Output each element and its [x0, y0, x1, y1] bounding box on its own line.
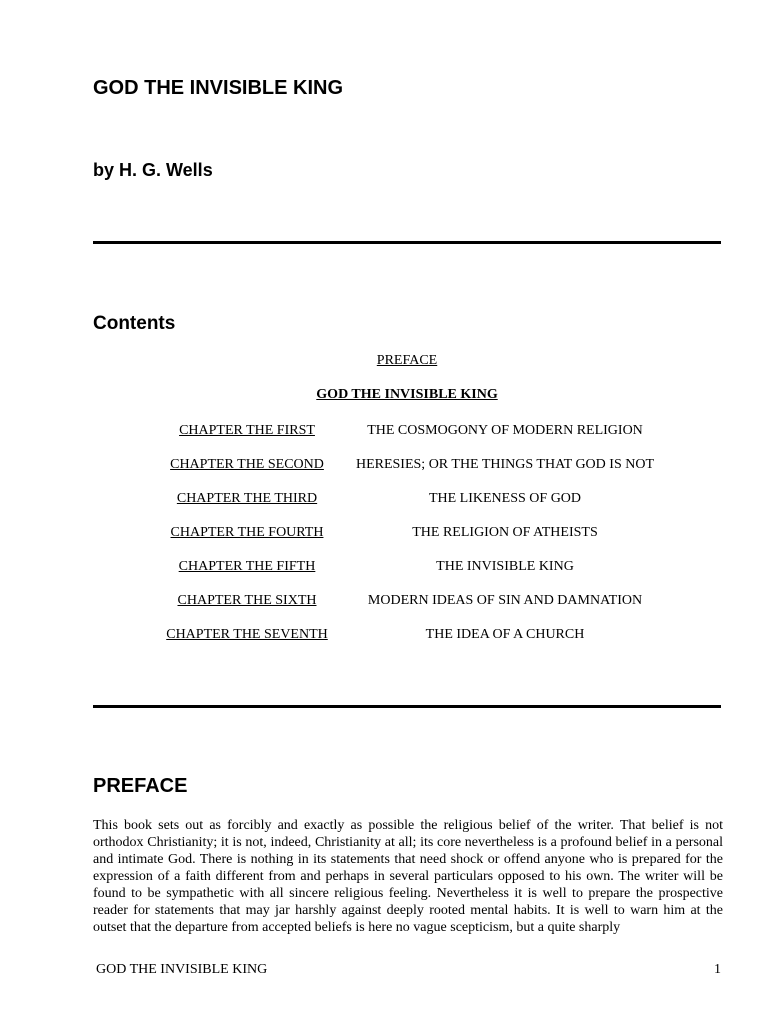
toc-chapter-subject: THE INVISIBLE KING — [436, 559, 574, 574]
divider-bottom — [93, 705, 721, 708]
toc-chapter-subject: HERESIES; OR THE THINGS THAT GOD IS NOT — [355, 457, 655, 472]
toc-chapter-link[interactable]: CHAPTER THE SEVENTH — [166, 627, 328, 642]
contents-heading: Contents — [93, 313, 176, 334]
toc-chapter-subject: THE RELIGION OF ATHEISTS — [412, 525, 598, 540]
toc-chapter-subject: THE COSMOGONY OF MODERN RELIGION — [367, 423, 643, 438]
toc-chapter-link[interactable]: CHAPTER THE SECOND — [170, 457, 324, 472]
toc-preface-link[interactable]: PREFACE — [376, 353, 438, 368]
toc-part-entry — [93, 387, 721, 403]
toc-chapter-link[interactable]: CHAPTER THE FIFTH — [178, 559, 316, 574]
toc-chapter-link[interactable]: CHAPTER THE FIRST — [179, 423, 315, 438]
book-title: GOD THE INVISIBLE KING — [93, 77, 344, 99]
toc-row — [93, 525, 721, 545]
toc-chapter-link[interactable]: CHAPTER THE FOURTH — [170, 525, 324, 540]
preface-heading: PREFACE — [93, 775, 188, 797]
toc-chapter-subject: MODERN IDEAS OF SIN AND DAMNATION — [367, 593, 643, 608]
toc-row — [93, 457, 721, 477]
toc-row — [93, 423, 721, 443]
toc-chapter-link[interactable]: CHAPTER THE THIRD — [176, 491, 318, 506]
divider-top — [93, 241, 721, 244]
toc-row — [93, 491, 721, 511]
toc-chapter-subject: THE LIKENESS OF GOD — [428, 491, 582, 506]
preface-body: This book sets out as forcibly and exactly as possible the religious belief of the writer. That belief is not orthodox Christianity; it is not, indeed, Christianity at all; its core nevertheless is a profound belief in a personal and intimate God. There is nothing in its statements that need shock or offend anyone who is prepared for the expression of a faith different from and perhaps in several particulars opposed to his own. The writer will be found to be sympathetic with all sincere religious feeling. Nevertheless it is well to prepare the prospective reader for statements that may jar harshly against deeply rooted mental habits. It is well to warn him at the outset that the departure from accepted beliefs is here no vague scepticism, but a quite sharply — [93, 818, 723, 935]
toc-chapter-link[interactable]: CHAPTER THE SIXTH — [177, 593, 317, 608]
footer-running-title: GOD THE INVISIBLE KING — [96, 962, 268, 977]
toc-row — [93, 627, 721, 647]
book-author: by H. G. Wells — [93, 160, 213, 180]
toc-row — [93, 559, 721, 579]
toc-part-link[interactable]: GOD THE INVISIBLE KING — [316, 387, 498, 402]
toc-row — [93, 593, 721, 613]
toc-preface-entry — [93, 353, 721, 369]
toc-chapter-subject: THE IDEA OF A CHURCH — [425, 627, 585, 642]
page-number: 1 — [714, 962, 721, 977]
